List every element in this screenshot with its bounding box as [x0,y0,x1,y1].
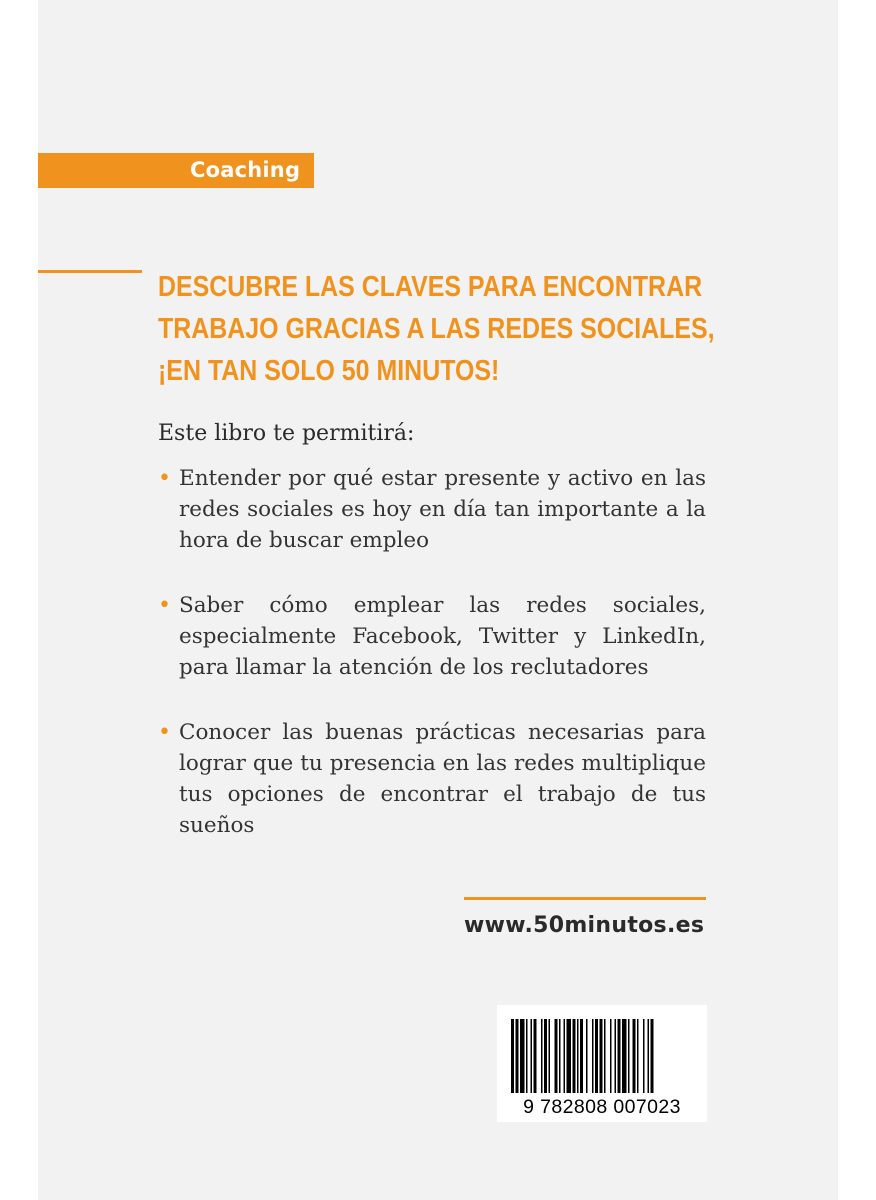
benefit-item [158,717,706,841]
accent-divider-left [38,270,142,273]
headline-line-2: TRABAJO GRACIAS A LAS REDES SOCIALES, [158,313,715,345]
barcode-bar [567,1019,572,1093]
barcode-bar [604,1019,606,1093]
barcode-bar [580,1019,583,1093]
barcode-bar [622,1019,627,1093]
barcode-bar [564,1019,566,1093]
benefit-item [158,590,706,683]
bullet-icon: • [158,466,171,491]
barcode-bar [531,1019,533,1093]
accent-divider-right [464,897,706,900]
barcode-bar [643,1019,645,1093]
benefit-text: Saber cómo emplear las redes sociales, especialmente Facebook, Twitter y LinkedIn, para llamar la atención de los reclutadores [179,593,706,680]
barcode-bar [526,1019,528,1093]
barcode-bar [544,1019,547,1093]
bullet-icon: • [158,593,171,618]
barcode-bar [511,1019,514,1093]
barcode-bar [586,1019,588,1093]
benefit-text: Entender por qué estar presente y activo en las redes sociales es hoy en día tan importante a la hora de buscar empleo [179,466,706,553]
barcode-bar [595,1019,598,1093]
barcode-bar [628,1019,630,1093]
isbn-barcode [497,1005,707,1122]
barcode-bar [615,1019,617,1093]
barcode-bar [618,1019,621,1093]
barcode-bar [520,1019,525,1093]
barcode-bar [555,1019,558,1093]
headline [158,266,715,392]
intro-text: Este libro te permitirá: [158,421,415,446]
barcode-bar [637,1019,639,1093]
headline-line-3: ¡EN TAN SOLO 50 MINUTOS! [158,355,500,387]
benefit-item [158,463,706,556]
barcode-bar [549,1019,551,1093]
barcode-bar [592,1019,594,1093]
barcode-bar [516,1019,519,1093]
barcode-bar [577,1019,579,1093]
barcode-digits: 9 782808 007023 [523,1096,681,1118]
bullet-icon: • [158,720,171,745]
barcode-bar [541,1019,543,1093]
barcode-bar [633,1019,636,1093]
benefit-text: Conocer las buenas prácticas necesarias para lograr que tu presencia en las redes multiplique tus opciones de encontrar el trabajo de tus sueños [179,720,706,838]
barcode-bar [651,1019,654,1093]
barcode-bar [648,1019,650,1093]
barcode-bar [600,1019,603,1093]
category-label: Coaching [38,153,314,188]
website-url: www.50minutos.es [464,913,705,938]
barcode-bar [559,1019,561,1093]
benefits-list [158,463,706,875]
barcode-bar [610,1019,612,1093]
headline-line-1: DESCUBRE LAS CLAVES PARA ENCONTRAR [158,271,703,303]
barcode-bar [534,1019,537,1093]
barcode-bar [573,1019,576,1093]
